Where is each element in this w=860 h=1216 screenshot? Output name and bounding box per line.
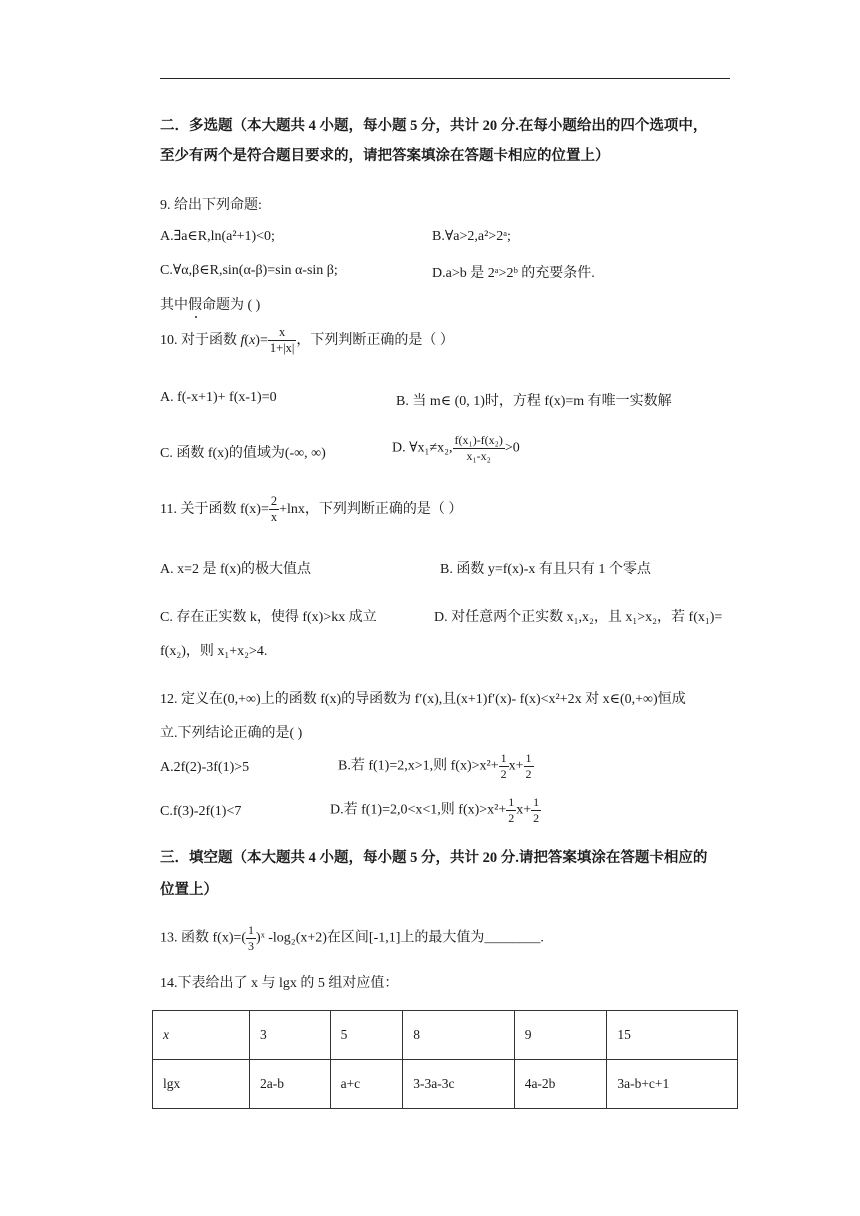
q11-fraction-den: x: [270, 510, 278, 525]
q10-d-post: >0: [504, 440, 520, 456]
section-3-heading-line1: 三．填空题（本大题共 4 小题，每小题 5 分，共计 20 分.请把答案填涂在答题卡相应的: [160, 850, 708, 866]
q11-fraction: [269, 495, 279, 524]
q12-d-half-1: [506, 796, 516, 824]
q10-fraction: [268, 326, 297, 355]
table-row: [153, 1060, 738, 1109]
table-cell: 2a-b: [250, 1060, 331, 1109]
q10-option-d: [392, 434, 520, 462]
q12-d-pre: D.若 f(1)=2,0<x<1,则 f(x)>x²+: [330, 802, 507, 818]
q9-stem: 9. 给出下列命题:: [160, 198, 262, 213]
q12-b-half-1-num: 1: [500, 751, 507, 765]
q10-fraction-num: x: [268, 326, 297, 341]
table-cell: 8: [403, 1011, 514, 1060]
q12-stem-line1: 12. 定义在(0,+∞)上的函数 f(x)的导函数为 f′(x),且(x+1)f′(x)- f(x)<x²+2x 对 x∈(0,+∞)恒成: [160, 692, 686, 707]
table-cell: lgx: [153, 1060, 250, 1109]
q12-d-half-1-den: 2: [508, 810, 515, 825]
q12-option-d: [330, 796, 541, 824]
q9-emphasis-char: 假: [188, 298, 202, 313]
q12-b-half-2: [524, 752, 534, 780]
q11-option-b: B. 函数 y=f(x)-x 有且只有 1 个零点: [440, 562, 651, 577]
q12-b-pre: B.若 f(1)=2,x>1,则 f(x)>x²+: [338, 758, 499, 774]
q11-option-a: A. x=2 是 f(x)的极大值点: [160, 562, 311, 577]
q10-stem-post: ，下列判断正确的是（ ）: [296, 332, 454, 348]
q11-stem: [160, 495, 462, 524]
q12-d-half-2-den: 2: [533, 810, 540, 825]
q13-fraction-num: 1: [248, 923, 255, 937]
q12-option-c: C.f(3)-2f(1)<7: [160, 804, 242, 819]
q10-d-fraction-den: x₁-x₂: [466, 448, 491, 463]
q12-b-half-1-den: 2: [500, 766, 507, 781]
table-row: [153, 1011, 738, 1060]
q11-option-c: C. 存在正实数 k，使得 f(x)>kx 成立: [160, 610, 377, 625]
q14-stem: 14.下表给出了 x 与 lgx 的 5 组对应值：: [160, 976, 399, 991]
table-cell: 4a-2b: [514, 1060, 607, 1109]
q13-fraction-den: 3: [248, 938, 255, 953]
table-cell: 3-3a-3c: [403, 1060, 514, 1109]
table-cell: 15: [607, 1011, 738, 1060]
q12-b-mid: x+: [508, 758, 524, 774]
q9-option-c: C.∀α,β∈R,sin(α-β)=sin α-sin β;: [160, 263, 338, 278]
q11-fraction-num: 2: [269, 495, 279, 510]
q11-stem-pre: 11. 关于函数 f(x)=: [160, 501, 269, 517]
table-cell: x: [153, 1011, 250, 1060]
section-3-heading-line2: 位置上）: [160, 882, 218, 898]
q10-d-fraction-num: f(x₁)-f(x₂): [454, 433, 503, 447]
section-2-heading-line1: 二．多选题（本大题共 4 小题，每小题 5 分，共计 20 分.在每小题给出的四个选项中，: [160, 118, 708, 134]
q13-stem-pre: 13. 函数 f(x)=(: [160, 930, 247, 946]
q11-stem-post: +lnx，下列判断正确的是（ ）: [279, 501, 463, 517]
q12-b-half-2-num: 1: [525, 751, 532, 765]
q10-stem: [160, 326, 454, 355]
q12-d-half-2: [531, 796, 541, 824]
q12-d-half-2-num: 1: [533, 795, 540, 809]
q9-tail: [160, 294, 260, 314]
header-rule: [160, 78, 730, 79]
q12-d-half-1-num: 1: [508, 795, 515, 809]
q13-stem-post: )ˣ -log₂(x+2)在区间[-1,1]上的最大值为________.: [256, 930, 544, 946]
q10-fraction-den: 1+|x|: [269, 341, 295, 356]
q10-option-b: B. 当 m∈ (0, 1)时，方程 f(x)=m 有唯一实数解: [396, 394, 672, 409]
q9-tail-post: 命题为 ( ): [202, 298, 261, 313]
section-2-heading-line2: 至少有两个是符合题目要求的，请把答案填涂在答题卡相应的位置上）: [160, 148, 610, 164]
q12-option-b: [338, 752, 534, 780]
table-cell: a+c: [330, 1060, 403, 1109]
q9-option-d: D.a>b 是 2ᵃ>2ᵇ 的充要条件.: [432, 266, 595, 281]
q11-option-d-line2: f(x₂)，则 x₁+x₂>4.: [160, 644, 268, 659]
q9-option-a: A.∃a∈R,ln(a²+1)<0;: [160, 229, 275, 244]
table-cell: 9: [514, 1011, 607, 1060]
q12-d-mid: x+: [516, 802, 532, 818]
table-cell: 3a-b+c+1: [607, 1060, 738, 1109]
q10-stem-pre: 10. 对于函数: [160, 332, 241, 348]
q12-b-half-1: [499, 752, 509, 780]
q9-tail-pre: 其中: [160, 298, 188, 313]
q9-option-b: B.∀a>2,a²>2ᵃ;: [432, 229, 511, 244]
q12-b-half-2-den: 2: [525, 766, 532, 781]
q10-option-c: C. 函数 f(x)的值域为(-∞, ∞): [160, 446, 326, 461]
q13-fraction: [246, 924, 256, 952]
q13-stem: [160, 924, 544, 952]
q10-fx-label: f(x)=: [240, 332, 268, 348]
q10-option-a: A. f(-x+1)+ f(x-1)=0: [160, 390, 277, 405]
q11-option-d-line1: D. 对任意两个正实数 x₁,x₂，且 x₁>x₂，若 f(x₁)=: [434, 610, 723, 625]
table-cell: 3: [250, 1011, 331, 1060]
table-cell: 5: [330, 1011, 403, 1060]
q10-d-fraction: [453, 434, 505, 462]
q14-table: [152, 1010, 738, 1109]
q10-d-pre: D. ∀x₁≠x₂,: [392, 440, 453, 456]
q12-option-a: A.2f(2)-3f(1)>5: [160, 760, 250, 775]
q12-stem-line2: 立.下列结论正确的是( ): [160, 726, 303, 741]
